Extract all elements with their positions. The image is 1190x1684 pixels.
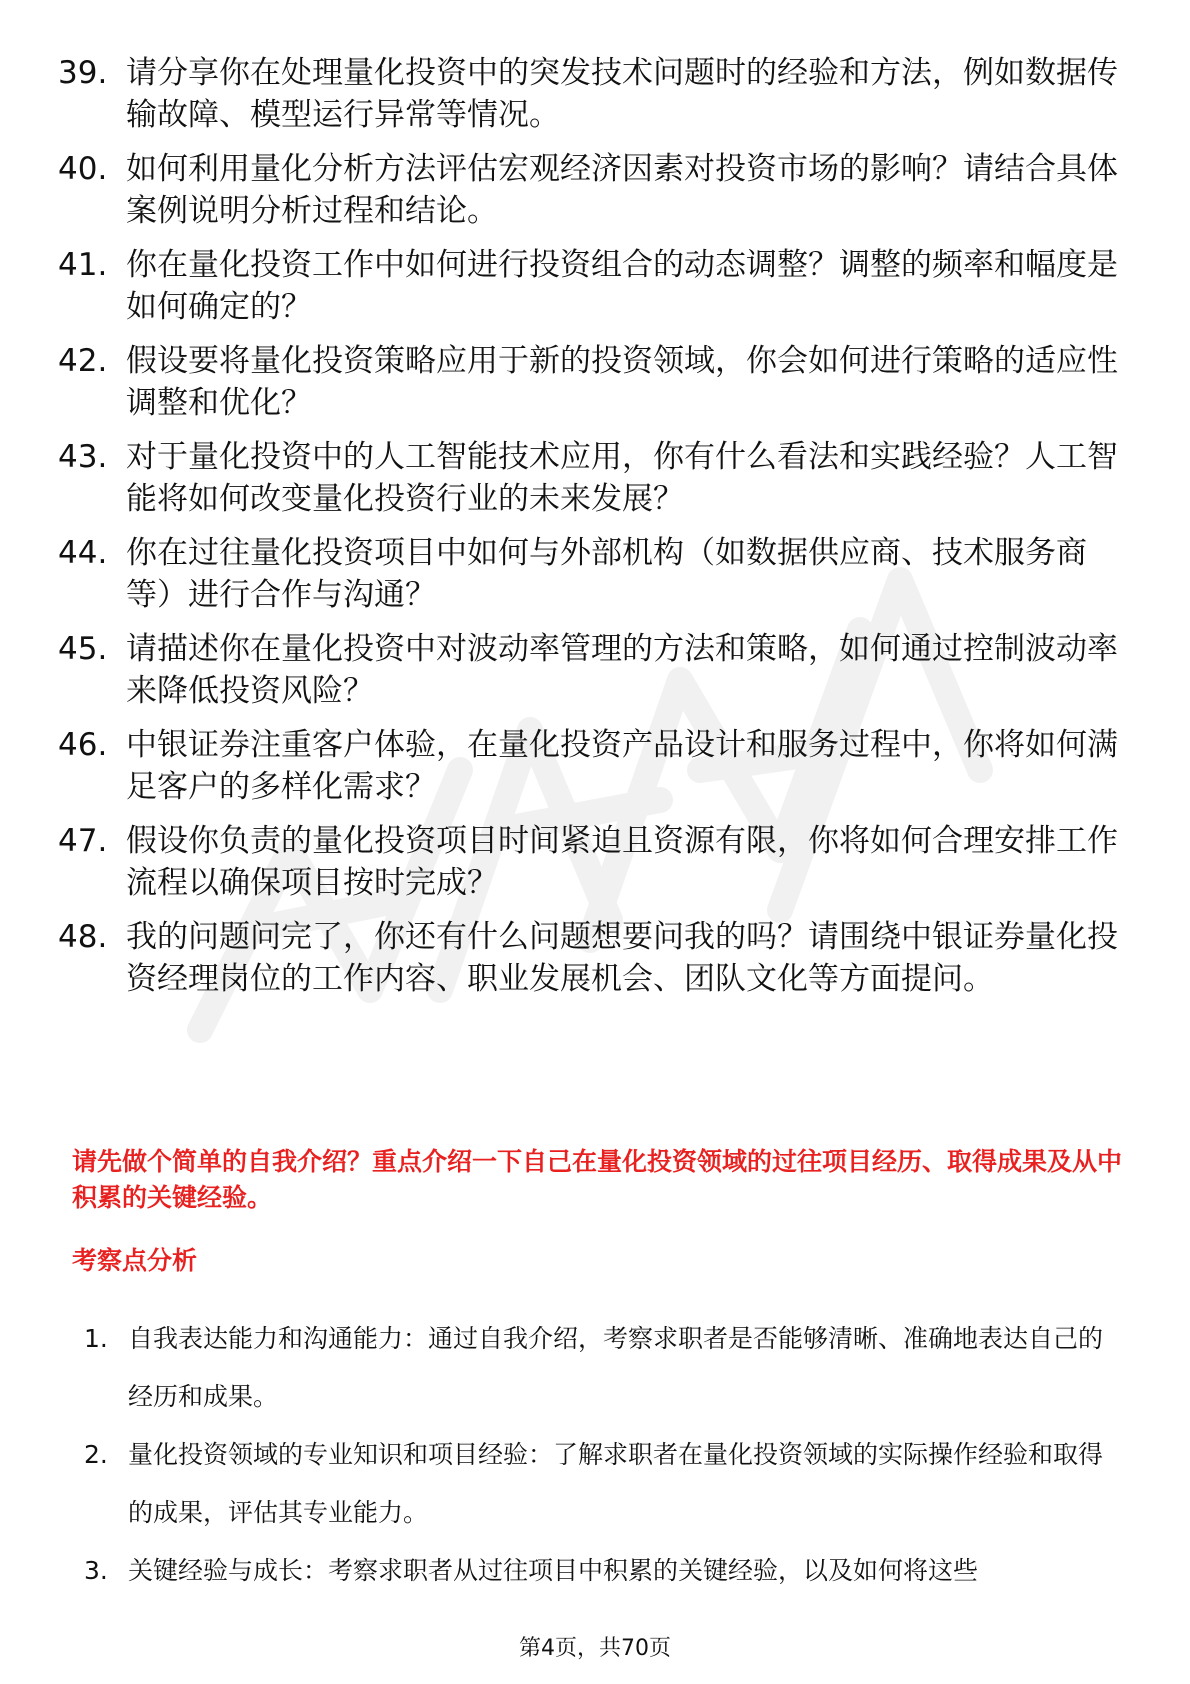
question-text: 中银证券注重客户体验，在量化投资产品设计和服务过程中，你将如何满足客户的多样化需求？	[126, 727, 1118, 805]
analysis-item-text: 量化投资领域的专业知识和项目经验：了解求职者在量化投资领域的实际操作经验和取得的成果，评估其专业能力。	[128, 1440, 1104, 1527]
question-39	[58, 52, 1118, 136]
question-40	[58, 148, 1118, 232]
question-text: 假设你负责的量化投资项目时间紧迫且资源有限，你将如何合理安排工作流程以确保项目按时完成？	[126, 823, 1118, 901]
question-number: 48.	[58, 919, 108, 955]
question-number: 43.	[58, 439, 108, 475]
analysis-item-number: 1.	[84, 1324, 108, 1353]
question-45	[58, 628, 1118, 712]
question-48	[58, 916, 1118, 1000]
question-number: 39.	[58, 55, 108, 91]
question-number: 46.	[58, 727, 108, 763]
question-text: 假设要将量化投资策略应用于新的投资领域，你会如何进行策略的适应性调整和优化？	[126, 343, 1118, 421]
question-number: 41.	[58, 247, 108, 283]
question-text: 对于量化投资中的人工智能技术应用，你有什么看法和实践经验？人工智能将如何改变量化投资行业的未来发展？	[126, 439, 1118, 517]
question-text: 我的问题问完了，你还有什么问题想要问我的吗？请围绕中银证券量化投资经理岗位的工作内容、职业发展机会、团队文化等方面提问。	[126, 919, 1118, 997]
focus-question: 请先做个简单的自我介绍？重点介绍一下自己在量化投资领域的过往项目经历、取得成果及从中积累的关键经验。	[72, 1147, 1123, 1212]
question-number: 42.	[58, 343, 108, 379]
analysis-title: 考察点分析	[72, 1246, 198, 1275]
analysis-item-text: 关键经验与成长：考察求职者从过往项目中积累的关键经验，以及如何将这些	[128, 1556, 979, 1585]
question-number: 45.	[58, 631, 108, 667]
question-text: 请分享你在处理量化投资中的突发技术问题时的经验和方法，例如数据传输故障、模型运行异常等情况。	[126, 55, 1118, 133]
page-footer: 第4页，共70页	[519, 1636, 671, 1661]
question-text: 如何利用量化分析方法评估宏观经济因素对投资市场的影响？请结合具体案例说明分析过程和结论。	[126, 151, 1118, 229]
question-number: 40.	[58, 151, 108, 187]
analysis-item-number: 3.	[84, 1556, 108, 1585]
question-47	[58, 820, 1118, 904]
question-text: 你在量化投资工作中如何进行投资组合的动态调整？调整的频率和幅度是如何确定的？	[126, 247, 1118, 325]
question-46	[58, 724, 1118, 808]
question-42	[58, 340, 1118, 424]
analysis-item-text: 自我表达能力和沟通能力：通过自我介绍，考察求职者是否能够清晰、准确地表达自己的经历和成果。	[128, 1324, 1104, 1411]
analysis-item-3	[84, 1542, 1124, 1600]
question-number: 44.	[58, 535, 108, 571]
analysis-item-1	[84, 1310, 1124, 1426]
question-text: 你在过往量化投资项目中如何与外部机构（如数据供应商、技术服务商等）进行合作与沟通？	[126, 535, 1087, 613]
question-text: 请描述你在量化投资中对波动率管理的方法和策略，如何通过控制波动率来降低投资风险？	[126, 631, 1118, 709]
question-number: 47.	[58, 823, 108, 859]
question-43	[58, 436, 1118, 520]
question-41	[58, 244, 1118, 328]
analysis-item-2	[84, 1426, 1124, 1542]
analysis-item-number: 2.	[84, 1440, 108, 1469]
question-44	[58, 532, 1118, 616]
